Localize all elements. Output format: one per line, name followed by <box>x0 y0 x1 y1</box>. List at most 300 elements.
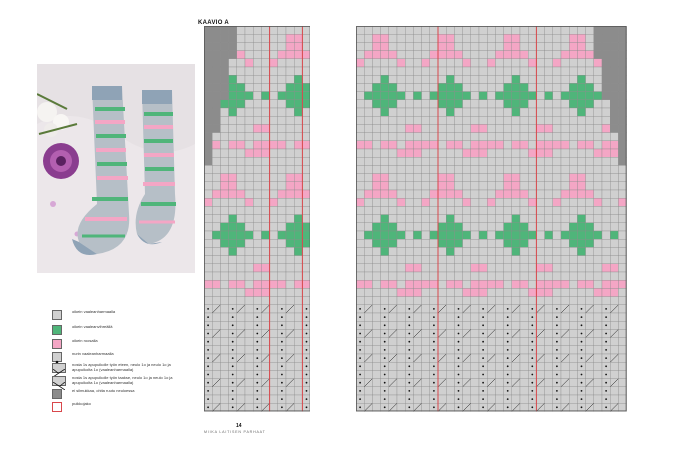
chart-cell <box>577 116 585 124</box>
chart-cell <box>237 198 245 206</box>
chart-cell <box>237 116 245 124</box>
chart-cell <box>446 34 454 42</box>
chart-cell <box>397 67 405 75</box>
chart-cell <box>528 149 536 157</box>
chart-cell <box>237 157 245 165</box>
chart-cell <box>553 42 561 50</box>
chart-cell <box>294 338 302 346</box>
chart-cell <box>495 157 503 165</box>
chart-cell <box>545 51 553 59</box>
chart-cell <box>454 116 462 124</box>
purl-dot-symbol <box>256 382 258 384</box>
chart-cell <box>594 321 602 329</box>
chart-cell <box>204 190 212 198</box>
purl-dot-symbol <box>433 316 435 318</box>
chart-cell <box>356 157 364 165</box>
chart-cell <box>594 75 602 83</box>
chart-cell <box>602 280 610 288</box>
chart-cell <box>302 59 310 67</box>
chart-cell <box>577 133 585 141</box>
chart-cell <box>479 51 487 59</box>
chart-cell <box>413 256 421 264</box>
chart-cell <box>545 215 553 223</box>
chart-cell <box>618 256 626 264</box>
chart-cell <box>610 100 618 108</box>
purl-dot-symbol <box>207 316 209 318</box>
chart-cell <box>278 108 286 116</box>
chart-cell <box>229 264 237 272</box>
chart-cell <box>495 190 503 198</box>
chart-cell <box>479 223 487 231</box>
chart-cell <box>504 288 512 296</box>
chart-cell <box>204 133 212 141</box>
chart-cell <box>618 288 626 296</box>
chart-cell <box>430 174 438 182</box>
chart-cell <box>569 288 577 296</box>
chart-cell <box>438 26 446 34</box>
chart-cell <box>261 42 269 50</box>
chart-cell <box>422 362 430 370</box>
chart-cell <box>512 26 520 34</box>
purl-dot-symbol <box>306 308 308 310</box>
chart-cell <box>545 190 553 198</box>
chart-cell <box>446 370 454 378</box>
chart-cell <box>294 67 302 75</box>
chart-cell <box>618 215 626 223</box>
chart-cell <box>356 280 364 288</box>
chart-cell <box>413 321 421 329</box>
chart-cell <box>618 83 626 91</box>
chart-cell <box>430 42 438 50</box>
chart-cell <box>356 116 364 124</box>
chart-cell <box>356 182 364 190</box>
chart-cell <box>212 198 220 206</box>
chart-cell <box>381 34 389 42</box>
chart-cell <box>586 182 594 190</box>
purl-dot-symbol <box>408 316 410 318</box>
chart-cell <box>302 272 310 280</box>
chart-cell <box>577 149 585 157</box>
chart-cell <box>278 59 286 67</box>
chart-cell <box>479 272 487 280</box>
chart-cell <box>536 362 544 370</box>
chart-cell <box>553 133 561 141</box>
chart-cell <box>430 34 438 42</box>
chart-cell <box>569 215 577 223</box>
chart-cell <box>204 116 212 124</box>
chart-cell <box>471 42 479 50</box>
chart-cell <box>577 288 585 296</box>
chart-cell <box>446 215 454 223</box>
chart-cell <box>438 174 446 182</box>
chart-cell <box>610 206 618 214</box>
chart-cell <box>569 67 577 75</box>
chart-cell <box>463 92 471 100</box>
purl-dot-symbol <box>433 357 435 359</box>
chart-cell <box>569 313 577 321</box>
chart-cell <box>245 100 253 108</box>
chart-cell <box>495 26 503 34</box>
purl-dot-symbol <box>232 382 234 384</box>
chart-cell <box>504 231 512 239</box>
chart-cell <box>618 124 626 132</box>
chart-cell <box>237 288 245 296</box>
chart-cell <box>463 280 471 288</box>
chart-cell <box>220 231 228 239</box>
chart-cell <box>212 42 220 50</box>
chart-cell <box>364 215 372 223</box>
chart-cell <box>495 42 503 50</box>
chart-cell <box>545 387 553 395</box>
chart-cell <box>471 141 479 149</box>
legend-swatch <box>52 325 62 335</box>
chart-cell <box>229 34 237 42</box>
chart-cell <box>586 133 594 141</box>
chart-cell <box>294 182 302 190</box>
chart-cell <box>594 362 602 370</box>
chart-cell <box>245 280 253 288</box>
chart-cell <box>561 165 569 173</box>
chart-cell <box>261 239 269 247</box>
chart-cell <box>553 100 561 108</box>
chart-cell <box>413 198 421 206</box>
chart-cell <box>553 288 561 296</box>
chart-cell <box>245 149 253 157</box>
chart-cell <box>463 51 471 59</box>
chart-cell <box>405 247 413 255</box>
chart-cell <box>594 231 602 239</box>
chart-cell <box>364 288 372 296</box>
chart-cell <box>261 313 269 321</box>
chart-cell <box>204 272 212 280</box>
chart-cell <box>397 239 405 247</box>
chart-cell <box>204 92 212 100</box>
chart-cell <box>487 157 495 165</box>
chart-cell <box>561 370 569 378</box>
chart-cell <box>471 206 479 214</box>
chart-cell <box>586 206 594 214</box>
chart-cell <box>561 75 569 83</box>
chart-cell <box>569 100 577 108</box>
chart-cell <box>294 379 302 387</box>
chart-cell <box>553 59 561 67</box>
chart-cell <box>520 329 528 337</box>
chart-cell <box>545 338 553 346</box>
chart-cell <box>253 100 261 108</box>
chart-cell <box>487 387 495 395</box>
chart-cell <box>594 198 602 206</box>
chart-cell <box>561 157 569 165</box>
chart-cell <box>270 141 278 149</box>
chart-cell <box>446 92 454 100</box>
chart-cell <box>302 83 310 91</box>
chart-cell <box>372 313 380 321</box>
chart-cell <box>372 190 380 198</box>
chart-cell <box>594 346 602 354</box>
chart-cell <box>389 51 397 59</box>
chart-cell <box>528 215 536 223</box>
chart-cell <box>438 182 446 190</box>
chart-cell <box>405 133 413 141</box>
chart-cell <box>405 157 413 165</box>
chart-cell <box>204 149 212 157</box>
chart-cell <box>569 34 577 42</box>
chart-cell <box>220 288 228 296</box>
chart-cell <box>569 92 577 100</box>
chart-cell <box>245 370 253 378</box>
chart-cell <box>438 297 446 305</box>
chart-cell <box>430 256 438 264</box>
chart-cell <box>463 338 471 346</box>
chart-cell <box>245 379 253 387</box>
chart-cell <box>520 165 528 173</box>
chart-cell <box>463 198 471 206</box>
chart-cell <box>294 174 302 182</box>
chart-cell <box>536 198 544 206</box>
purl-dot-symbol <box>531 406 533 408</box>
chart-cell <box>586 124 594 132</box>
purl-dot-symbol <box>256 333 258 335</box>
chart-cell <box>381 231 389 239</box>
chart-cell <box>237 26 245 34</box>
chart-cell <box>294 395 302 403</box>
chart-cell <box>405 174 413 182</box>
chart-cell <box>245 231 253 239</box>
chart-cell <box>381 100 389 108</box>
chart-cell <box>364 174 372 182</box>
chart-cell <box>270 379 278 387</box>
chart-cell <box>253 272 261 280</box>
chart-cell <box>364 256 372 264</box>
chart-cell <box>270 174 278 182</box>
chart-cell <box>553 198 561 206</box>
chart-cell <box>381 165 389 173</box>
chart-cell <box>512 157 520 165</box>
chart-cell <box>586 75 594 83</box>
chart-cell <box>389 124 397 132</box>
chart-cell <box>278 51 286 59</box>
chart-cell <box>577 75 585 83</box>
purl-dot-symbol <box>433 390 435 392</box>
chart-cell <box>594 26 602 34</box>
chart-cell <box>520 338 528 346</box>
chart-cell <box>569 133 577 141</box>
chart-cell <box>618 346 626 354</box>
chart-cell <box>446 67 454 75</box>
chart-cell <box>504 108 512 116</box>
chart-cell <box>397 198 405 206</box>
purl-dot-symbol <box>556 382 558 384</box>
chart-cell <box>286 288 294 296</box>
chart-cell <box>286 51 294 59</box>
chart-cell <box>356 165 364 173</box>
chart-cell <box>270 51 278 59</box>
chart-cell <box>286 108 294 116</box>
chart-cell <box>610 395 618 403</box>
purl-dot-symbol <box>408 390 410 392</box>
chart-cell <box>602 190 610 198</box>
chart-cell <box>495 239 503 247</box>
chart-title: KAAVIO A <box>198 20 230 26</box>
chart-cell <box>471 280 479 288</box>
chart-cell <box>389 149 397 157</box>
chart-cell <box>594 215 602 223</box>
chart-cell <box>372 215 380 223</box>
chart-cell <box>594 92 602 100</box>
chart-cell <box>430 239 438 247</box>
chart-cell <box>204 157 212 165</box>
chart-cell <box>463 272 471 280</box>
chart-cell <box>512 108 520 116</box>
chart-cell <box>602 223 610 231</box>
chart-cell <box>372 256 380 264</box>
chart-cell <box>381 42 389 50</box>
chart-cell <box>602 288 610 296</box>
chart-cell <box>528 190 536 198</box>
chart-cell <box>471 387 479 395</box>
chart-cell <box>504 100 512 108</box>
chart-cell <box>454 272 462 280</box>
chart-cell <box>471 338 479 346</box>
chart-cell <box>512 42 520 50</box>
chart-cell <box>528 42 536 50</box>
chart-cell <box>245 83 253 91</box>
chart-cell <box>413 51 421 59</box>
chart-cell <box>463 34 471 42</box>
chart-cell <box>569 51 577 59</box>
chart-cell <box>463 108 471 116</box>
purl-dot-symbol <box>433 365 435 367</box>
purl-dot-symbol <box>581 308 583 310</box>
chart-cell <box>594 59 602 67</box>
chart-cell <box>204 247 212 255</box>
chart-cell <box>618 42 626 50</box>
chart-cell <box>294 108 302 116</box>
chart-cell <box>528 133 536 141</box>
chart-cell <box>270 247 278 255</box>
chart-cell <box>245 108 253 116</box>
chart-cell <box>446 321 454 329</box>
purl-dot-symbol <box>359 333 361 335</box>
chart-cell <box>446 297 454 305</box>
chart-cell <box>220 100 228 108</box>
purl-dot-symbol <box>556 333 558 335</box>
chart-cell <box>618 297 626 305</box>
chart-cell <box>487 116 495 124</box>
chart-cell <box>610 108 618 116</box>
chart-cell <box>261 182 269 190</box>
chart-cell <box>618 182 626 190</box>
purl-dot-symbol <box>207 308 209 310</box>
chart-cell <box>536 346 544 354</box>
chart-cell <box>294 321 302 329</box>
purl-dot-symbol <box>207 324 209 326</box>
chart-cell <box>487 108 495 116</box>
chart-cell <box>270 288 278 296</box>
chart-cell <box>261 59 269 67</box>
chart-cell <box>586 313 594 321</box>
chart-cell <box>586 92 594 100</box>
chart-cell <box>245 141 253 149</box>
chart-cell <box>405 206 413 214</box>
chart-cell <box>463 215 471 223</box>
chart-cell <box>270 264 278 272</box>
chart-cell <box>610 247 618 255</box>
chart-cell <box>528 165 536 173</box>
chart-cell <box>438 59 446 67</box>
chart-cell <box>446 239 454 247</box>
chart-cell <box>487 239 495 247</box>
purl-dot-symbol <box>207 382 209 384</box>
chart-cell <box>495 59 503 67</box>
chart-cell <box>294 247 302 255</box>
chart-cell <box>261 174 269 182</box>
chart-cell <box>618 174 626 182</box>
chart-cell <box>220 403 228 411</box>
chart-cell <box>253 239 261 247</box>
chart-cell <box>405 215 413 223</box>
chart-cell <box>569 264 577 272</box>
chart-cell <box>253 280 261 288</box>
chart-cell <box>356 141 364 149</box>
page-number: 14 <box>236 423 242 429</box>
purl-dot-symbol <box>281 374 283 376</box>
chart-cell <box>520 370 528 378</box>
purl-dot-symbol <box>605 365 607 367</box>
chart-cell <box>381 182 389 190</box>
chart-cell <box>294 329 302 337</box>
chart-cell <box>553 149 561 157</box>
chart-cell <box>270 190 278 198</box>
chart-cell <box>422 305 430 313</box>
chart-cell <box>397 346 405 354</box>
chart-cell <box>270 313 278 321</box>
chart-cell <box>471 124 479 132</box>
chart-cell <box>245 190 253 198</box>
chart-cell <box>356 67 364 75</box>
chart-cell <box>278 280 286 288</box>
chart-cell <box>577 108 585 116</box>
chart-cell <box>278 133 286 141</box>
chart-cell <box>381 174 389 182</box>
chart-cell <box>372 231 380 239</box>
chart-cell <box>372 395 380 403</box>
chart-cell <box>364 198 372 206</box>
chart-cell <box>504 124 512 132</box>
chart-cell <box>294 239 302 247</box>
chart-cell <box>512 338 520 346</box>
purl-dot-symbol <box>408 374 410 376</box>
chart-cell <box>463 346 471 354</box>
chart-cell <box>463 370 471 378</box>
chart-cell <box>389 34 397 42</box>
chart-cell <box>545 198 553 206</box>
chart-cell <box>504 239 512 247</box>
chart-cell <box>438 165 446 173</box>
chart-cell <box>261 116 269 124</box>
chart-cell <box>463 264 471 272</box>
chart-cell <box>372 116 380 124</box>
purl-dot-symbol <box>433 382 435 384</box>
purl-dot-symbol <box>281 365 283 367</box>
chart-cell <box>618 116 626 124</box>
chart-cell <box>220 223 228 231</box>
chart-cell <box>512 92 520 100</box>
purl-dot-symbol <box>207 349 209 351</box>
purl-dot-symbol <box>458 406 460 408</box>
chart-cell <box>438 116 446 124</box>
chart-cell <box>471 264 479 272</box>
